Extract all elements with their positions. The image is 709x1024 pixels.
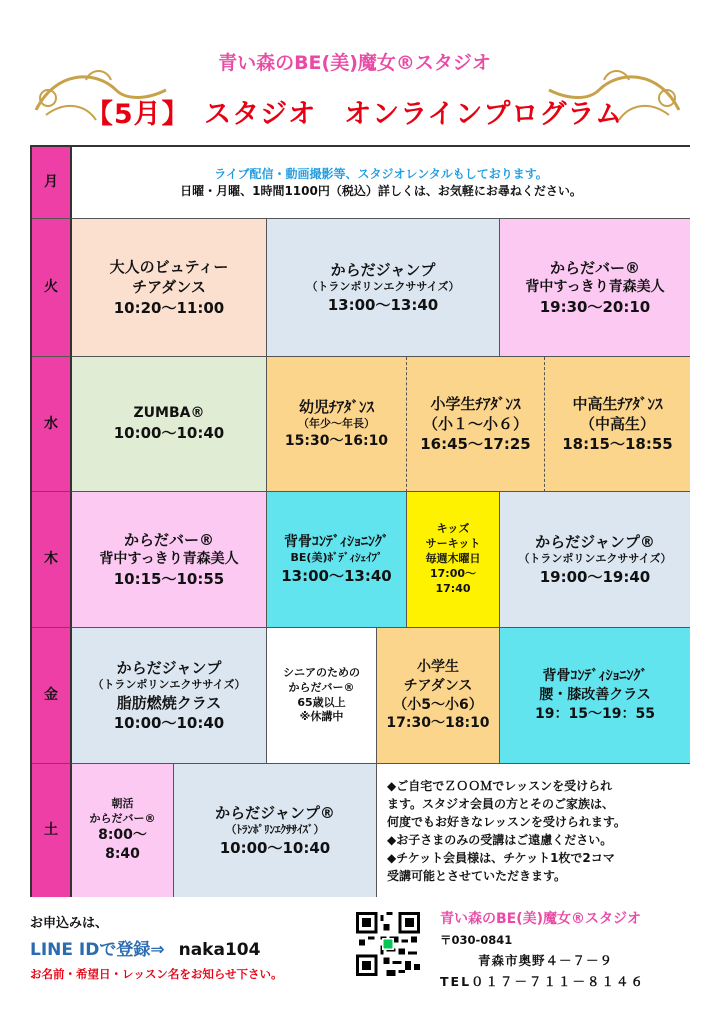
class-subtitle: からだバー® bbox=[89, 811, 156, 825]
page-title: 【5月】 スタジオ オンラインプログラム bbox=[85, 99, 624, 130]
class-name: からだバー® bbox=[123, 530, 214, 549]
class-name: 幼児ﾁｱﾀﾞﾝｽ bbox=[298, 398, 374, 416]
day-label-thu: 木 bbox=[32, 492, 72, 628]
class-name: 朝活 bbox=[111, 796, 134, 810]
day-label-tue: 火 bbox=[32, 219, 72, 357]
monday-info-line1: ライブ配信・動画撮影等、スタジオレンタルもしております。 bbox=[214, 167, 548, 182]
class-time: 13:00～13:40 bbox=[281, 567, 392, 586]
class-name: ZUMBA® bbox=[133, 405, 205, 422]
class-tue-jump[interactable] bbox=[267, 219, 500, 357]
class-wed-elementary-cheer[interactable] bbox=[407, 357, 545, 492]
qr-code-icon[interactable] bbox=[356, 912, 420, 976]
class-subtitle: 背中すっきり青森美人 bbox=[525, 279, 665, 296]
class-fri-spine[interactable] bbox=[500, 628, 690, 764]
class-time: 10:00～10:40 bbox=[219, 838, 331, 857]
class-time-start: 17:00～ bbox=[429, 566, 476, 580]
class-name: キッズ bbox=[436, 522, 470, 536]
class-wed-teen-cheer[interactable] bbox=[545, 357, 690, 492]
class-name: からだジャンプ® bbox=[535, 532, 655, 551]
class-name: 大人のビュティー bbox=[109, 258, 229, 277]
day-label-wed: 水 bbox=[32, 357, 72, 492]
class-time: 19：15～19：55 bbox=[535, 705, 655, 722]
class-subtitle: （ﾄﾗﾝﾎﾟﾘﾝｴｸｻｻｲｽﾞ） bbox=[225, 823, 325, 837]
class-thu-spine[interactable] bbox=[267, 492, 407, 628]
class-sat-jump[interactable] bbox=[174, 764, 377, 897]
class-time: 15:30～16:10 bbox=[284, 433, 389, 450]
notice-box bbox=[377, 764, 690, 897]
class-time: 17:30～18:10 bbox=[386, 715, 490, 732]
day-label-mon: 月 bbox=[32, 147, 72, 219]
class-time: 13:00～13:40 bbox=[327, 295, 439, 314]
class-time: 10:00～10:40 bbox=[113, 714, 225, 733]
class-subtitle: からだバー® bbox=[288, 680, 355, 694]
studio-name: 青い森のBE(美)魔女®スタジオ bbox=[440, 911, 642, 927]
class-subtitle: （トランポリンエクササイズ） bbox=[518, 552, 672, 566]
class-tue-cheer[interactable] bbox=[72, 219, 267, 357]
schedule-table bbox=[30, 145, 690, 897]
class-thu-bar[interactable] bbox=[72, 492, 267, 628]
class-time-end: 8:40 bbox=[105, 846, 140, 863]
class-time: 16:45～17:25 bbox=[420, 435, 531, 454]
class-name: 小学生 bbox=[417, 658, 459, 675]
notice-line: ◆お子さまのみの受講はご遠慮ください。 bbox=[387, 832, 613, 847]
class-name: からだジャンプ bbox=[116, 658, 222, 677]
line-id[interactable]: naka104 bbox=[178, 940, 261, 960]
class-sat-morning-bar[interactable] bbox=[72, 764, 174, 897]
class-focus: 脂肪燃焼クラス bbox=[116, 693, 222, 712]
class-thu-jump[interactable] bbox=[500, 492, 690, 628]
footer-contact bbox=[30, 912, 370, 982]
class-time: 10:00～10:40 bbox=[113, 424, 225, 443]
class-status: ※休講中 bbox=[299, 710, 344, 724]
class-fri-elementary-cheer[interactable] bbox=[377, 628, 500, 764]
class-name: からだジャンプ® bbox=[215, 803, 335, 822]
class-fri-jump[interactable] bbox=[72, 628, 267, 764]
class-wed-kids-cheer[interactable] bbox=[267, 357, 407, 492]
class-subtitle: （トランポリンエクササイズ） bbox=[92, 677, 246, 691]
class-subtitle: （小１～小６） bbox=[422, 414, 528, 433]
class-name: 背骨ｺﾝﾃﾞｨｼｮﾆﾝｸﾞ bbox=[542, 668, 648, 685]
class-name: からだバー® bbox=[549, 258, 640, 277]
class-name: シニアのための bbox=[283, 665, 360, 679]
class-tue-bar[interactable] bbox=[500, 219, 690, 357]
class-thu-kids-circuit[interactable] bbox=[407, 492, 500, 628]
day-label-sat: 土 bbox=[32, 764, 72, 897]
studio-address-block bbox=[440, 908, 700, 990]
class-subtitle: チアダンス bbox=[403, 677, 473, 694]
class-fri-senior-bar[interactable] bbox=[267, 628, 377, 764]
request-text: お名前・希望日・レッスン名をお知らせ下さい。 bbox=[30, 967, 283, 981]
class-name: からだジャンプ bbox=[330, 260, 436, 279]
studio-title: 青い森のBE(美)魔女®スタジオ bbox=[218, 52, 491, 74]
line-register-label: LINE IDで登録⇒ bbox=[30, 940, 165, 960]
line-register bbox=[30, 935, 370, 960]
class-time: 10:20～11:00 bbox=[113, 298, 225, 317]
class-wed-zumba[interactable] bbox=[72, 357, 267, 492]
class-subtitle: （中高生） bbox=[579, 414, 655, 433]
phone-number[interactable]: TEL０１７－７１１－８１４６ bbox=[440, 974, 646, 989]
class-time-start: 8:00～ bbox=[98, 827, 147, 844]
class-schedule: 毎週木曜日 bbox=[425, 552, 481, 566]
notice-line: ◆チケット会員様は、チケット1枚で2コマ bbox=[387, 850, 615, 865]
class-subtitle: BE(美)ﾎﾞﾃﾞｨｼｪｲﾌﾟ bbox=[290, 551, 383, 565]
class-name: 小学生ﾁｱﾀﾞﾝｽ bbox=[430, 394, 521, 413]
notice-line: 受講可能とさせていただきます。 bbox=[387, 868, 567, 883]
notice-line: ます。スタジオ会員の方とそのご家族は、 bbox=[387, 796, 615, 811]
class-name: 背骨ｺﾝﾃﾞｨｼｮﾆﾝｸﾞ bbox=[284, 533, 389, 550]
class-subtitle: チアダンス bbox=[132, 278, 206, 297]
monday-info-line2: 日曜・月曜、1時間1100円（税込）詳しくは、お気軽にお尋ねください。 bbox=[180, 183, 582, 198]
notice-line: 何度でもお好きなレッスンを受けられます。 bbox=[387, 814, 626, 829]
class-time: 19:00～19:40 bbox=[539, 567, 651, 586]
class-grades: （小5～小6） bbox=[393, 696, 483, 713]
monday-info bbox=[72, 147, 690, 219]
class-subtitle: サーキット bbox=[425, 537, 481, 551]
class-time: 18:15～18:55 bbox=[562, 435, 673, 454]
apply-text: お申込みは、 bbox=[30, 916, 109, 931]
class-subtitle: 背中すっきり青森美人 bbox=[99, 551, 239, 568]
postal-code: 〒030-0841 bbox=[440, 933, 513, 947]
notice-line: ◆ご自宅でＺＯＯＭでレッスンを受けられ bbox=[387, 778, 613, 793]
class-age: 65歳以上 bbox=[297, 695, 346, 709]
class-time-end: 17:40 bbox=[435, 581, 471, 595]
class-time: 10:15～10:55 bbox=[113, 569, 225, 588]
class-subtitle: 腰・膝改善クラス bbox=[539, 687, 651, 704]
class-subtitle: （年少～年長） bbox=[298, 417, 375, 431]
address: 青森市奥野４－７－９ bbox=[478, 953, 614, 968]
class-subtitle: （トランポリンエクササイズ） bbox=[306, 280, 460, 294]
class-name: 中高生ﾁｱﾀﾞﾝｽ bbox=[572, 394, 663, 413]
day-label-fri: 金 bbox=[32, 628, 72, 764]
class-time: 19:30～20:10 bbox=[539, 297, 651, 316]
